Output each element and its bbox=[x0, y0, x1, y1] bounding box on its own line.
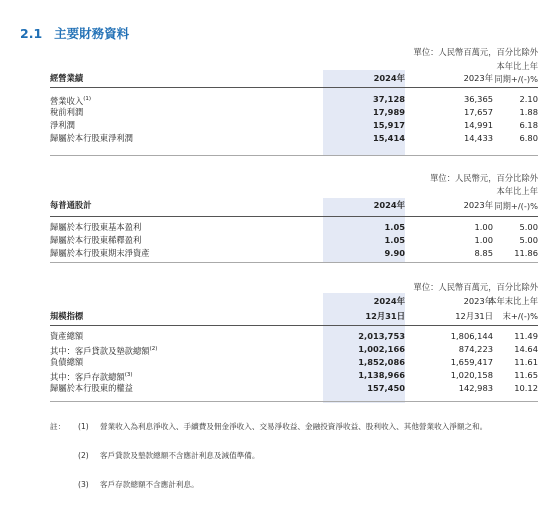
value-2023: 1,659,417 bbox=[450, 357, 493, 367]
value-2024: 1.05 bbox=[384, 222, 405, 232]
table1-change-header-line1: 本年比上年 bbox=[496, 61, 538, 71]
table-row bbox=[50, 343, 538, 356]
value-2023: 17,657 bbox=[463, 107, 493, 117]
footnote-ref: (3) bbox=[124, 372, 133, 378]
value-2023: 1,020,158 bbox=[450, 370, 493, 380]
table3-header-label: 規模指標 bbox=[50, 311, 84, 321]
value-2024: 1,852,086 bbox=[358, 357, 405, 367]
table1-bottom-rule bbox=[50, 155, 538, 156]
table-row bbox=[50, 247, 538, 260]
table-row bbox=[50, 93, 538, 106]
row-label: 歸屬於本行股東期末淨資產 bbox=[50, 248, 150, 258]
table3-header-2024-year: 2024年 bbox=[373, 296, 405, 306]
value-change: 5.00 bbox=[519, 222, 538, 232]
row-label: 歸屬於本行股東淨利潤 bbox=[50, 133, 133, 143]
table1-header-2023: 2023年 bbox=[463, 73, 493, 83]
value-2023: 1,806,144 bbox=[450, 331, 493, 341]
table2-unit-note: 單位：人民幣元，百分比除外 bbox=[430, 173, 538, 183]
footnote-number: (3) bbox=[78, 480, 89, 489]
row-label: 營業收入 bbox=[50, 95, 84, 106]
footnote-ref: (1) bbox=[83, 96, 91, 102]
footnote-text: 客戶貸款及墊款總額不含應計利息及減值準備。 bbox=[100, 451, 260, 460]
row-label: 稅前利潤 bbox=[50, 107, 84, 117]
footnote-number: (2) bbox=[78, 451, 89, 460]
table3-header-row2 bbox=[50, 310, 538, 323]
footnote-1 bbox=[50, 421, 487, 432]
section-title: 主要財務資料 bbox=[54, 26, 130, 41]
table3-header-2024-date: 12月31日 bbox=[365, 311, 405, 321]
table2-body bbox=[50, 221, 538, 260]
table2-header-2023: 2023年 bbox=[463, 200, 493, 210]
value-2024: 15,917 bbox=[372, 120, 405, 130]
table2-header-label: 每普通股計 bbox=[50, 200, 92, 210]
row-label: 其中：客戶貸款及墊款總額 bbox=[50, 345, 150, 356]
value-change: 14.64 bbox=[514, 344, 538, 354]
table3-header-2023-year: 2023年 bbox=[463, 296, 493, 306]
value-change: 2.10 bbox=[519, 94, 538, 104]
table1-header-label: 經營業績 bbox=[50, 73, 84, 83]
row-label: 其中：客戶存款總額 bbox=[50, 371, 125, 382]
value-2023: 874,223 bbox=[458, 344, 493, 354]
value-2023: 1.00 bbox=[474, 222, 493, 232]
table1 bbox=[50, 72, 538, 85]
value-2023: 1.00 bbox=[474, 235, 493, 245]
row-label: 資產總額 bbox=[50, 331, 84, 341]
table-row bbox=[50, 221, 538, 234]
table-row bbox=[50, 382, 538, 395]
value-change: 10.12 bbox=[514, 383, 538, 393]
table3-unit-note: 單位：人民幣百萬元，百分比除外 bbox=[413, 282, 538, 292]
value-2023: 36,365 bbox=[463, 94, 493, 104]
row-label: 歸屬於本行股東的權益 bbox=[50, 383, 133, 393]
table3-header-2023-date: 12月31日 bbox=[455, 311, 493, 321]
table3-bottom-rule bbox=[50, 401, 538, 402]
row-label: 歸屬於本行股東基本盈利 bbox=[50, 222, 142, 232]
table3-body bbox=[50, 330, 538, 395]
table1-header-rule bbox=[50, 87, 538, 88]
table-row bbox=[50, 234, 538, 247]
value-2024: 17,989 bbox=[372, 107, 405, 117]
table2-header-rule bbox=[50, 216, 538, 217]
table2-header-row bbox=[50, 199, 538, 212]
table1-unit-note: 單位：人民幣百萬元，百分比除外 bbox=[413, 47, 538, 57]
value-change: 1.88 bbox=[519, 107, 538, 117]
value-2024: 15,414 bbox=[372, 133, 405, 143]
table-row bbox=[50, 119, 538, 132]
table3 bbox=[50, 295, 538, 323]
value-2024: 9.90 bbox=[384, 248, 405, 258]
value-2024: 1,138,966 bbox=[358, 370, 405, 380]
value-2024: 157,450 bbox=[367, 383, 405, 393]
value-2023: 14,991 bbox=[463, 120, 493, 130]
value-change: 11.49 bbox=[514, 331, 538, 341]
value-2023: 8.85 bbox=[474, 248, 493, 258]
table-row bbox=[50, 132, 538, 145]
table3-change-header-line2: 末+/(-)% bbox=[502, 311, 538, 321]
table-row bbox=[50, 106, 538, 119]
value-2024: 2,013,753 bbox=[358, 331, 405, 341]
table2-change-header-line2: 同期+/(-)% bbox=[494, 201, 538, 211]
table2-bottom-rule bbox=[50, 262, 538, 263]
notes-tag: 註： bbox=[50, 422, 66, 431]
footnote-number: (1) bbox=[78, 422, 89, 431]
footnote-3 bbox=[50, 479, 199, 490]
value-2024: 1,002,166 bbox=[358, 344, 405, 354]
footnote-ref: (2) bbox=[149, 346, 158, 352]
footnote-text: 營業收入為利息淨收入、手續費及佣金淨收入、交易淨收益、金融投資淨收益、股利收入、其他營業收入淨額之和。 bbox=[100, 422, 488, 431]
footnote-2 bbox=[50, 450, 259, 461]
value-2024: 37,128 bbox=[372, 94, 405, 104]
value-change: 11.65 bbox=[514, 370, 538, 380]
table1-body bbox=[50, 93, 538, 145]
row-label: 歸屬於本行股東稀釋盈利 bbox=[50, 235, 142, 245]
table1-header-row bbox=[50, 72, 538, 85]
table3-header-row1 bbox=[50, 295, 538, 308]
table-row bbox=[50, 356, 538, 369]
row-label: 負債總額 bbox=[50, 357, 84, 367]
value-change: 6.80 bbox=[519, 133, 538, 143]
table2-change-header-line1: 本年比上年 bbox=[496, 186, 538, 196]
value-2024: 1.05 bbox=[384, 235, 405, 245]
table1-header-2024: 2024年 bbox=[373, 73, 405, 83]
table3-header-rule bbox=[50, 325, 538, 326]
table-row bbox=[50, 330, 538, 343]
value-2023: 14,433 bbox=[463, 133, 493, 143]
value-change: 11.86 bbox=[514, 248, 538, 258]
section-heading bbox=[20, 24, 129, 42]
value-change: 11.61 bbox=[514, 357, 538, 367]
value-2023: 142,983 bbox=[458, 383, 493, 393]
row-label: 淨利潤 bbox=[50, 120, 75, 130]
table3-change-header-line1: 本年末比上年 bbox=[488, 296, 538, 306]
table2 bbox=[50, 199, 538, 212]
table1-change-header-line2: 同期+/(-)% bbox=[494, 74, 538, 84]
footnote-text: 客戶存款總額不含應計利息。 bbox=[100, 480, 199, 489]
table-row bbox=[50, 369, 538, 382]
value-change: 5.00 bbox=[519, 235, 538, 245]
section-number: 2.1 bbox=[20, 26, 43, 41]
value-change: 6.18 bbox=[519, 120, 538, 130]
table2-header-2024: 2024年 bbox=[373, 200, 405, 210]
